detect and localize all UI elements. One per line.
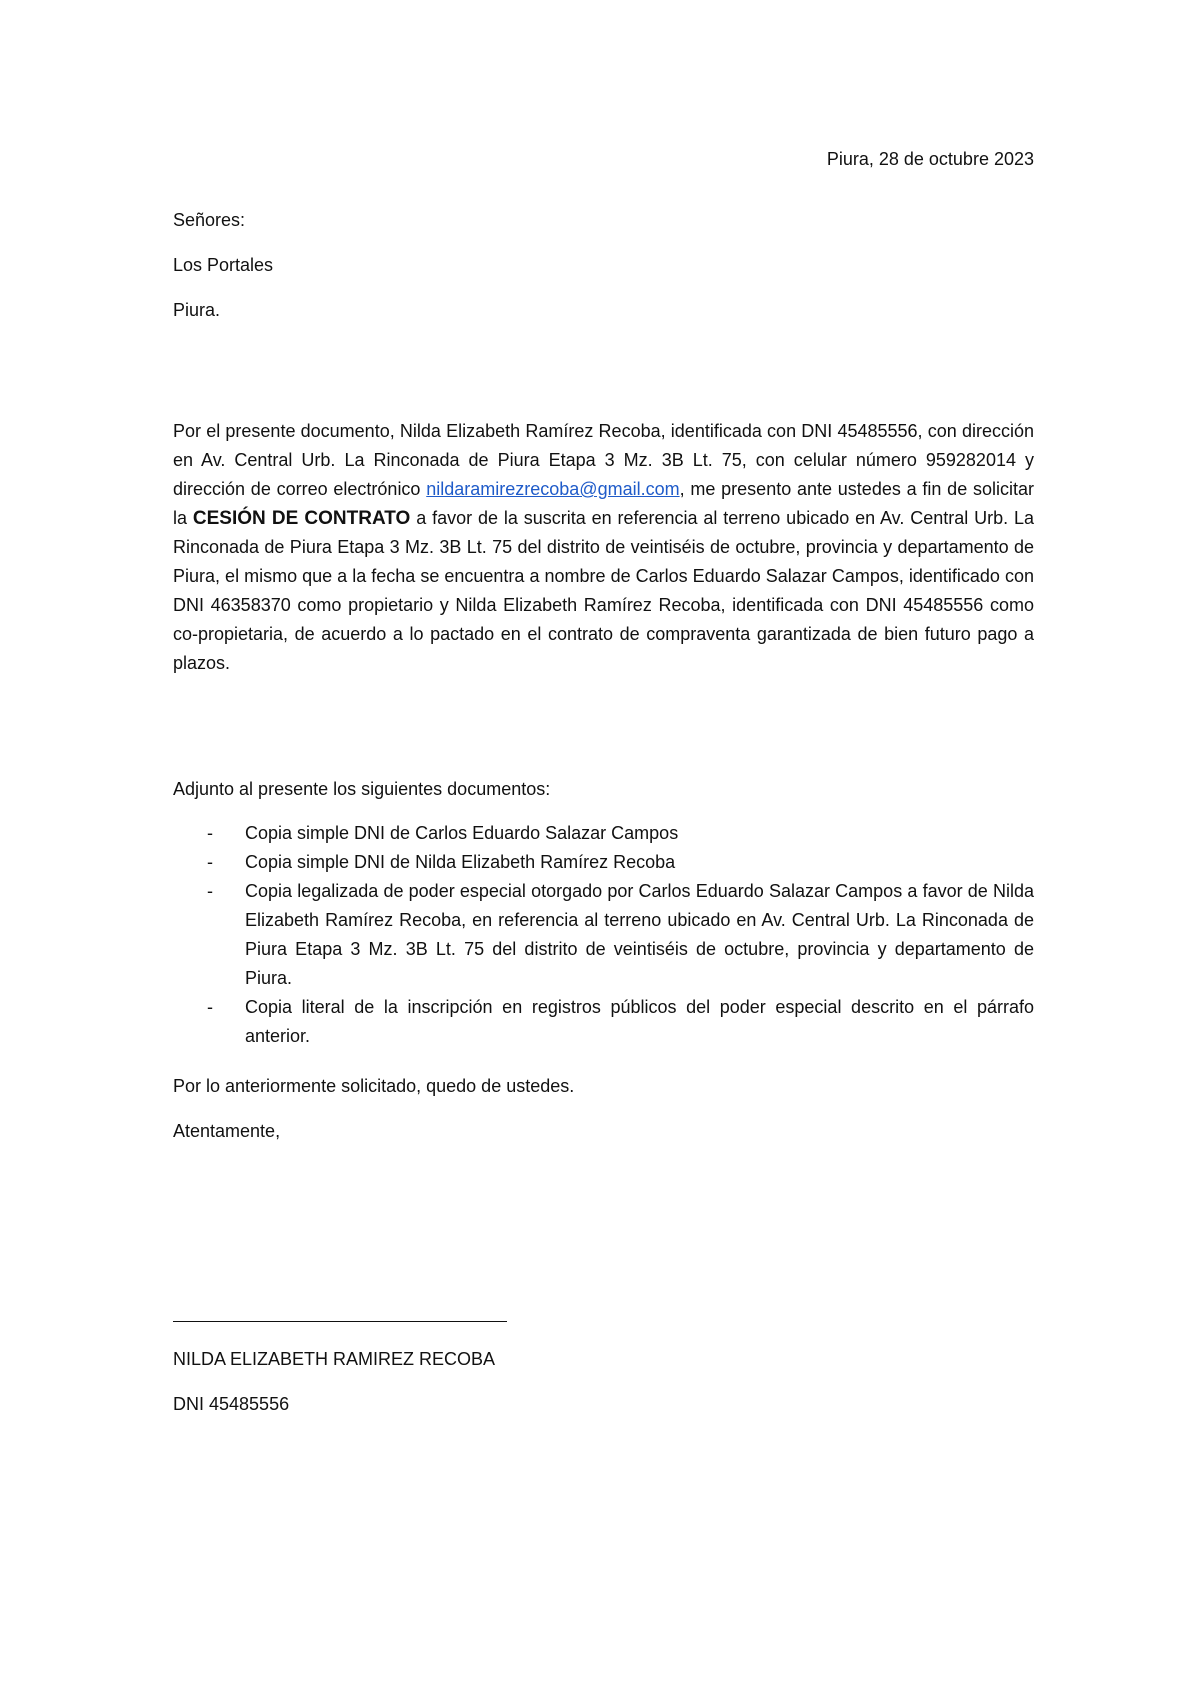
list-item-text: Copia legalizada de poder especial otorgado por Carlos Eduardo Salazar Campos a favor de Nilda Elizabeth Ramírez Recoba, en referencia al terreno ubicado en Av. Central Urb. La Rinconada de Piura Etapa 3 Mz. 3B Lt. 75 del distrito de veintiséis de octubre, provincia y departamento de Piura. [245, 881, 1034, 988]
body-text-part1: Por el presente documento, Nilda Elizabeth Ramírez Recoba, identificada con DNI 45485556, con dirección en Av. Central Urb. La Rinconada de Piura Etapa 3 Mz. 3B Lt. 75, con celular número 959282014 y dirección de correo electrónico [173, 421, 1034, 499]
list-bullet: - [207, 852, 213, 872]
signature-line [173, 1321, 507, 1322]
salutation: Señores: [173, 210, 246, 230]
list-bullet: - [207, 997, 213, 1017]
list-bullet: - [207, 881, 213, 901]
recipient-company: Los Portales [173, 255, 274, 275]
closing-line: Por lo anteriormente solicitado, quedo de ustedes. [173, 1076, 575, 1096]
attachments-intro: Adjunto al presente los siguientes documentos: [173, 779, 551, 799]
closing-block [173, 1072, 1034, 1162]
valediction: Atentamente, [173, 1121, 281, 1141]
body-text-part2: , me presento ante ustedes a fin de solicitar la [173, 479, 1034, 528]
list-item [173, 848, 1034, 877]
list-item-text: Copia simple DNI de Carlos Eduardo Salazar Campos [245, 823, 679, 843]
list-item [173, 877, 1034, 993]
list-bullet: - [207, 823, 213, 843]
signature-block [173, 1345, 1034, 1435]
body-paragraph [173, 417, 1034, 678]
date-line: Piura, 28 de octubre 2023 [826, 149, 1034, 169]
recipient-city: Piura. [173, 300, 221, 320]
addressee-block [173, 206, 1034, 341]
list-item [173, 993, 1034, 1051]
signer-dni: DNI 45485556 [173, 1394, 290, 1414]
body-text-part3: a favor de la suscrita en referencia al terreno ubicado en Av. Central Urb. La Rinconada de Piura Etapa 3 Mz. 3B Lt. 75 del distrito de veintiséis de octubre, provincia y departamento de Piura, el mismo que a la fecha se encuentra a nombre de Carlos Eduardo Salazar Campos, identificado con DNI 46358370 como propietario y Nilda Elizabeth Ramírez Recoba, identificada con DNI 45485556 como co-propietaria, de acuerdo a lo pactado en el contrato de compraventa garantizada de bien futuro pago a plazos. [173, 508, 1034, 673]
signer-name: NILDA ELIZABETH RAMIREZ RECOBA [173, 1349, 496, 1369]
attachments-list [173, 819, 1034, 1051]
contract-transfer-term: CESIÓN DE CONTRATO [192, 508, 411, 529]
email-link[interactable]: nildaramirezrecoba@gmail.com [426, 479, 680, 499]
list-item-text: Copia simple DNI de Nilda Elizabeth Ramírez Recoba [245, 852, 676, 872]
list-item [173, 819, 1034, 848]
list-item-text: Copia literal de la inscripción en registros públicos del poder especial descrito en el párrafo anterior. [245, 997, 1034, 1046]
